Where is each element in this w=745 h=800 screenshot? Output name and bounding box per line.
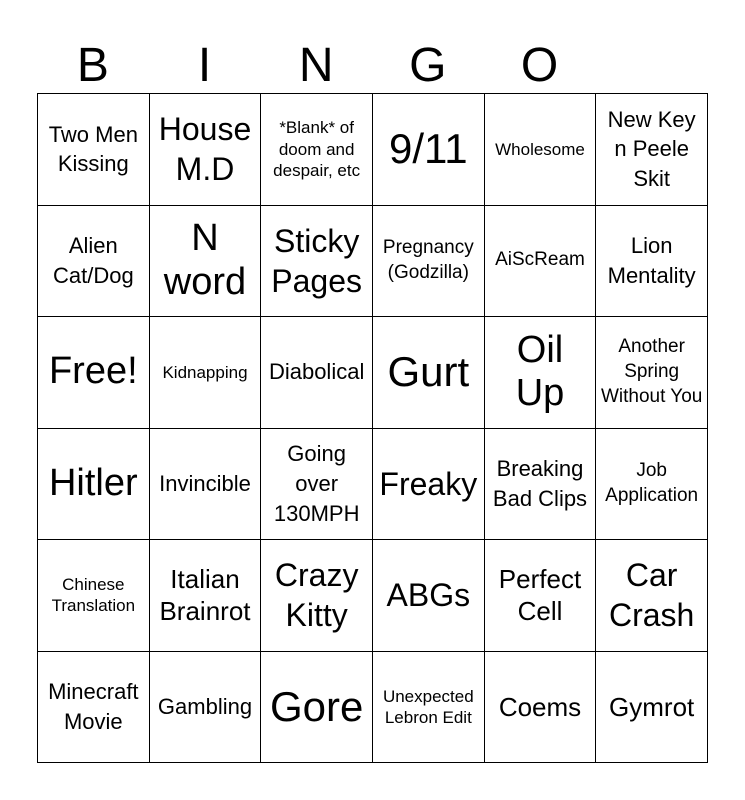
bingo-cell[interactable]: AiScReam xyxy=(485,206,597,318)
header-letter-o: O xyxy=(520,39,559,92)
bingo-cell[interactable]: Freaky xyxy=(373,429,485,541)
bingo-cell[interactable]: Coems xyxy=(485,652,597,764)
bingo-cell[interactable]: N word xyxy=(150,206,262,318)
bingo-cell[interactable]: Minecraft Movie xyxy=(38,652,150,764)
bingo-cell[interactable]: Hitler xyxy=(38,429,150,541)
bingo-cell[interactable]: Invincible xyxy=(150,429,262,541)
bingo-cell[interactable]: Sticky Pages xyxy=(261,206,373,318)
bingo-cell[interactable]: Unexpected Lebron Edit xyxy=(373,652,485,764)
bingo-cell[interactable]: Gambling xyxy=(150,652,262,764)
bingo-cell[interactable]: Gurt xyxy=(373,317,485,429)
bingo-cell[interactable]: Crazy Kitty xyxy=(261,540,373,652)
bingo-cell[interactable]: Italian Brainrot xyxy=(150,540,262,652)
bingo-cell[interactable]: Going over 130MPH xyxy=(261,429,373,541)
bingo-cell[interactable]: Job Application xyxy=(596,429,708,541)
header-letter-blank xyxy=(595,38,707,94)
bingo-cell[interactable]: Perfect Cell xyxy=(485,540,597,652)
bingo-cell[interactable]: Gore xyxy=(261,652,373,764)
bingo-cell[interactable]: Kidnapping xyxy=(150,317,262,429)
bingo-cell[interactable]: *Blank* of doom and despair, etc xyxy=(261,94,373,206)
bingo-header xyxy=(37,38,707,94)
bingo-cell[interactable]: Car Crash xyxy=(596,540,708,652)
bingo-cell[interactable]: Another Spring Without You xyxy=(596,317,708,429)
bingo-cell[interactable]: Oil Up xyxy=(485,317,597,429)
bingo-cell[interactable]: Alien Cat/Dog xyxy=(38,206,150,318)
bingo-cell-free-space[interactable]: Free! xyxy=(38,317,150,429)
bingo-board xyxy=(37,93,708,763)
bingo-cell[interactable]: New Key n Peele Skit xyxy=(596,94,708,206)
bingo-cell[interactable]: Lion Mentality xyxy=(596,206,708,318)
bingo-cell[interactable]: House M.D xyxy=(150,94,262,206)
header-letter-g: G xyxy=(409,39,447,92)
bingo-cell[interactable]: Chinese Translation xyxy=(38,540,150,652)
bingo-cell[interactable]: Breaking Bad Clips xyxy=(485,429,597,541)
bingo-cell[interactable]: ABGs xyxy=(373,540,485,652)
bingo-cell[interactable]: Wholesome xyxy=(485,94,597,206)
bingo-cell[interactable]: 9/11 xyxy=(373,94,485,206)
bingo-cell[interactable]: Gymrot xyxy=(596,652,708,764)
header-letter-n: N xyxy=(298,39,334,92)
bingo-cell[interactable]: Pregnancy (Godzilla) xyxy=(373,206,485,318)
bingo-cell[interactable]: Diabolical xyxy=(261,317,373,429)
header-letter-b: B xyxy=(76,39,109,92)
bingo-cell[interactable]: Two Men Kissing xyxy=(38,94,150,206)
header-letter-i: I xyxy=(197,39,212,92)
